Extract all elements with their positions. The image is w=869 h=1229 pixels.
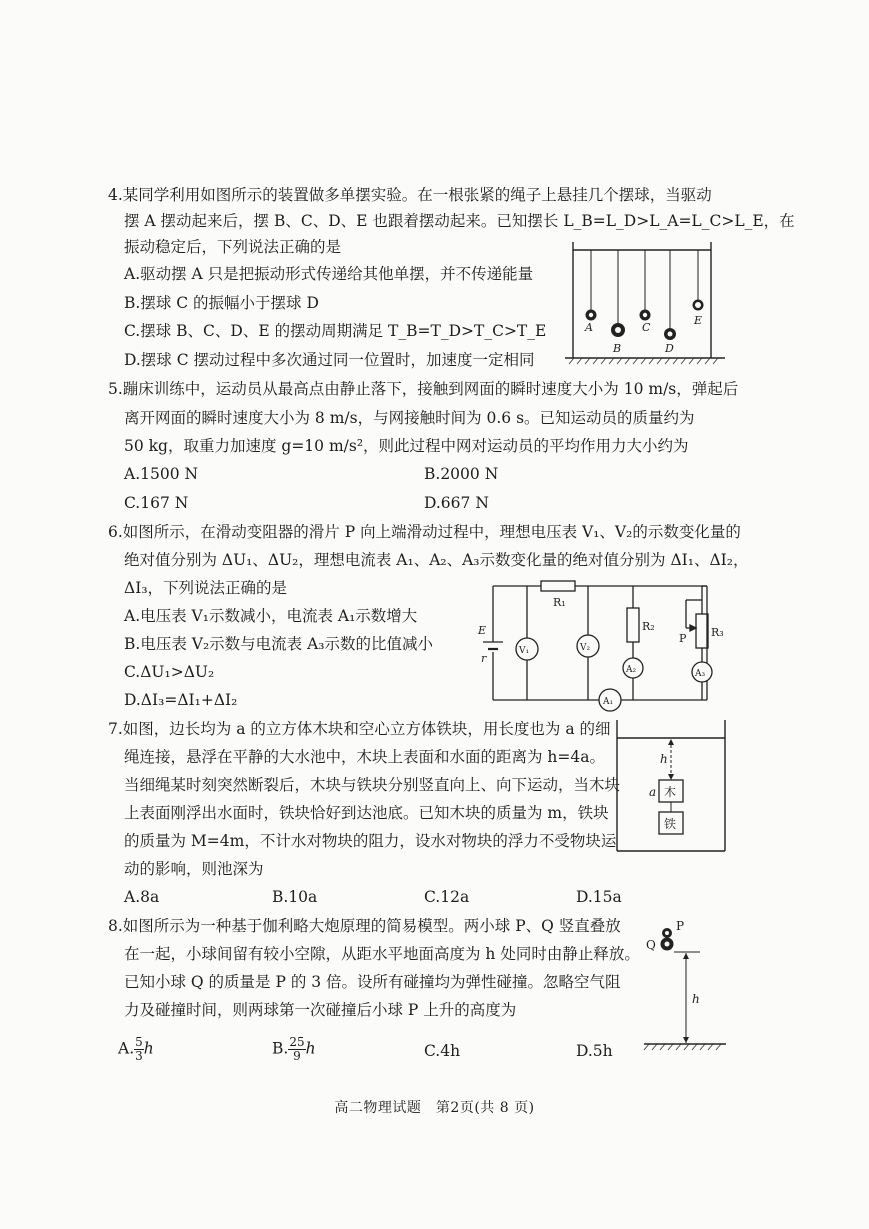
pool-label-h: h	[660, 752, 668, 766]
pendulum-label-d: D	[665, 342, 674, 355]
q4-option-c	[124, 320, 546, 342]
q6-line-2: 绝对值分别为 ΔU₁、ΔU₂，理想电流表 A₁、A₂、A₃示数变化量的绝对值分别为 ΔI₁、ΔI₂，	[124, 551, 749, 569]
q8-option-b	[272, 1036, 316, 1063]
circuit-label-v2: V₂	[580, 643, 591, 653]
q6-circuit-figure	[475, 578, 737, 712]
q4-option-d: D.摆球 C 摆动过程中多次通过同一位置时，加速度一定相同	[124, 351, 535, 369]
q4-pendulum-figure	[560, 238, 730, 366]
q7-option-b: B.10a	[272, 888, 318, 906]
q4-line-2-relation: _B=L_D>L_A=L_C>L_E，在	[573, 212, 795, 230]
pendulum-label-e: E	[694, 314, 703, 327]
q4-option-a: A.驱动摆 A 只是把振动形式传递给其他单摆，并不传递能量	[124, 265, 534, 283]
q4-option-c-text: C.摆球 B、C、D、E 的摆动周期满足 T	[124, 322, 399, 340]
q5-option-b: B.2000 N	[424, 465, 499, 483]
q5-option-a: A.1500 N	[124, 465, 199, 483]
resistor-r1	[541, 581, 575, 591]
q6-line-3: ΔI₃，下列说法正确的是	[124, 579, 288, 597]
circuit-label-r2: R₂	[642, 620, 655, 633]
ball-label-p: P	[676, 919, 685, 933]
circuit-label-v1: V₁	[519, 646, 530, 656]
q7-line-6: 动的影响，则池深为	[124, 860, 264, 878]
height-label-h: h	[692, 992, 700, 1006]
pool-label-a: a	[649, 785, 657, 799]
q7-option-d: D.15a	[576, 888, 622, 906]
q8-line-1: 8.如图所示为一种基于伽利略大炮原理的简易模型。两小球 P、Q 竖直叠放	[108, 917, 621, 935]
q8-option-c: C.4h	[424, 1042, 461, 1060]
q5-line-3: 50 kg，取重力加速度 g=10 m/s²，则此过程中网对运动员的平均作用力大小约为	[124, 437, 689, 455]
page-footer: 高二物理试题 第2页(共 8 页)	[334, 1100, 535, 1116]
pendulum-label-c: C	[642, 321, 651, 334]
q7-line-5: 的质量为 M=4m，不计水对物块的阻力，设水对物块的浮力不受物块运	[124, 832, 617, 850]
q8-line-4: 力及碰撞时间，则两球第一次碰撞后小球 P 上升的高度为	[124, 1001, 517, 1019]
circuit-label-a2: A₂	[626, 665, 637, 675]
q5-line-2: 离开网面的瞬时速度大小为 8 m/s，与网接触时间为 0.6 s。已知运动员的质量约为	[124, 409, 695, 427]
pendulum-label-b: B	[613, 342, 622, 355]
q7-line-4: 上表面刚浮出水面时，铁块恰好到达池底。已知木块的质量为 m，铁块	[124, 804, 609, 822]
ball-label-q: Q	[646, 938, 656, 952]
q6-option-c: C.ΔU₁>ΔU₂	[124, 663, 215, 681]
q8-option-a-fraction	[134, 1036, 144, 1063]
q4-option-c-relation: _B=T_D>T_C>T_E	[398, 322, 547, 340]
q5-line-1: 5.蹦床训练中，运动员从最高点由静止落下，接触到网面的瞬时速度大小为 10 m/s，弹起后	[108, 380, 739, 398]
circuit-label-a1: A₁	[603, 697, 614, 707]
circuit-label-r3: R₃	[711, 626, 724, 639]
pool-label-iron: 铁	[664, 817, 677, 831]
circuit-label-p: P	[679, 632, 687, 645]
q8-option-b-fraction	[288, 1036, 305, 1063]
q8-line-3: 已知小球 Q 的质量是 P 的 3 倍。设所有碰撞均为弹性碰撞。忽略空气阻	[124, 973, 621, 991]
q4-line-2	[124, 210, 795, 232]
q8-balls-figure	[640, 912, 730, 1054]
circuit-label-e: E	[478, 624, 487, 637]
q7-line-2: 绳连接，悬浮在平静的大水池中，木块上表面和水面的距离为 h=4a。	[124, 748, 606, 766]
q8-option-b-suffix: h	[305, 1039, 316, 1058]
q6-line-1: 6.如图所示，在滑动变阻器的滑片 P 向上端滑动过程中，理想电压表 V₁、V₂的示数变化量的	[108, 523, 741, 541]
q8-option-d: D.5h	[576, 1042, 613, 1060]
q6-option-d: D.ΔI₃=ΔI₁+ΔI₂	[124, 691, 238, 709]
circuit-label-a3: A₃	[695, 669, 706, 679]
q7-pool-figure	[613, 716, 729, 854]
q8-option-a	[118, 1036, 154, 1063]
q6-option-b: B.电压表 V₂示数与电流表 A₃示数的比值减小	[124, 635, 433, 653]
q8-option-a-numerator: 5	[135, 1035, 143, 1049]
q4-line-3: 振动稳定后，下列说法正确的是	[124, 238, 342, 256]
q7-option-a: A.8a	[124, 888, 160, 906]
q8-option-a-prefix: A.	[118, 1039, 135, 1058]
resistor-r3	[696, 614, 708, 648]
resistor-r2	[627, 608, 639, 642]
q5-option-d: D.667 N	[424, 494, 489, 512]
q7-option-c: C.12a	[424, 888, 470, 906]
q7-line-1: 7.如图，边长均为 a 的立方体木块和空心立方体铁块，用长度也为 a 的细	[108, 720, 611, 738]
q8-option-a-denominator: 3	[135, 1049, 143, 1063]
q8-option-a-suffix: h	[143, 1039, 154, 1058]
pool-label-wood: 木	[664, 785, 677, 799]
q7-line-3: 当细绳某时刻突然断裂后，木块与铁块分别竖直向上、向下运动，当木块	[124, 776, 621, 794]
q8-option-b-denominator: 9	[293, 1049, 301, 1063]
q4-option-b: B.摆球 C 的振幅小于摆球 D	[124, 294, 319, 312]
q4-line-1: 4.某同学利用如图所示的装置做多单摆实验。在一根张紧的绳子上悬挂几个摆球，当驱动	[108, 186, 712, 204]
q5-option-c: C.167 N	[124, 494, 189, 512]
q4-line-2-text: 摆 A 摆动起来后，摆 B、C、D、E 也跟着摆动起来。已知摆长 L	[124, 212, 574, 230]
q8-option-b-prefix: B.	[272, 1039, 289, 1058]
circuit-label-r1: R₁	[553, 596, 566, 609]
q8-option-b-numerator: 25	[289, 1035, 305, 1049]
circuit-label-r: r	[481, 652, 487, 665]
pendulum-label-a: A	[585, 321, 593, 334]
q8-line-2: 在一起，小球间留有较小空隙，从距水平地面高度为 h 处同时由静止释放。	[124, 945, 640, 963]
q6-option-a: A.电压表 V₁示数减小，电流表 A₁示数增大	[124, 607, 418, 625]
